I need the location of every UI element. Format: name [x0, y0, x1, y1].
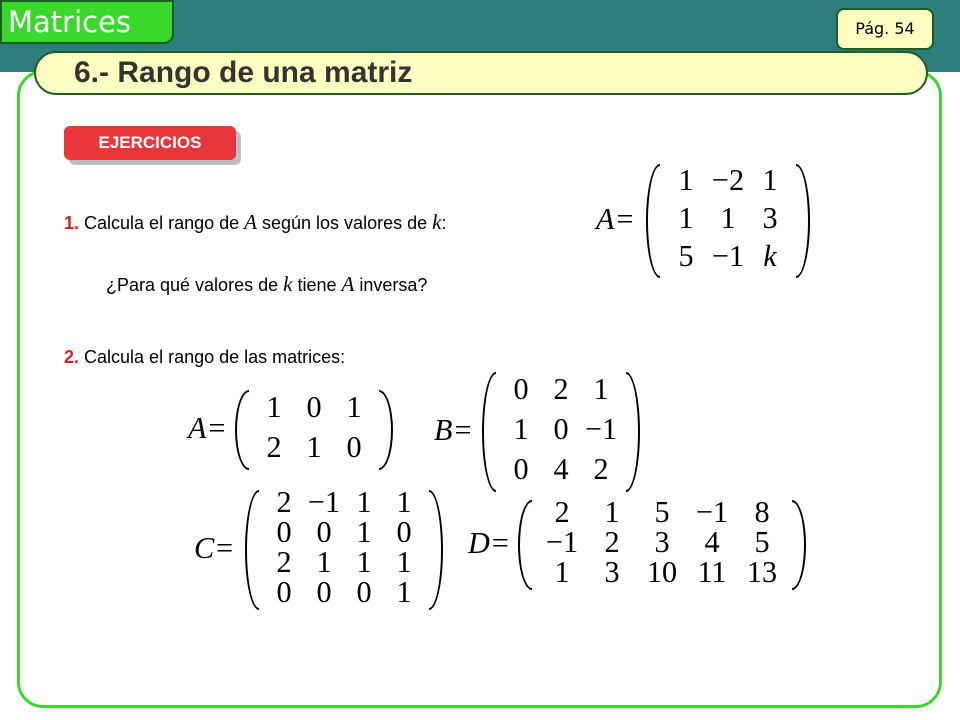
matrix-cell: 1	[266, 389, 282, 424]
matrix-cell: 2	[266, 429, 282, 464]
app-title: Matrices	[0, 0, 174, 44]
left-bracket	[646, 164, 660, 278]
matrix-cell: 1	[762, 162, 778, 197]
matrix-cell: 1	[604, 494, 620, 529]
matrix-cell: −1	[307, 484, 341, 519]
matrix-cell: 3	[604, 554, 620, 589]
matrix-cell: 1	[678, 200, 694, 235]
matrix-name: D=	[468, 526, 511, 560]
matrix-cell: k	[763, 238, 777, 273]
section-title: 6.- Rango de una matriz	[34, 51, 928, 95]
matrix-cell: 1	[396, 544, 412, 579]
matrix-cell: 2	[604, 524, 620, 559]
matrix-c	[194, 484, 443, 610]
left-bracket	[482, 372, 496, 492]
matrix-cell: 2	[276, 484, 292, 519]
exercise-1-var-a: A	[244, 210, 257, 234]
matrix-cell: 13	[746, 554, 778, 589]
matrix-cell: 0	[276, 514, 292, 549]
question-text-mid: tiene	[297, 275, 337, 295]
exercise-1-text-mid: según los valores de	[262, 213, 428, 233]
matrix-cell: 4	[553, 451, 569, 486]
exercise-1-statement	[64, 210, 446, 235]
left-bracket	[245, 490, 259, 610]
matrix-name: B=	[434, 413, 473, 447]
matrix-cell: 5	[754, 524, 770, 559]
matrix-cell: −1	[695, 494, 729, 529]
question-text-before: ¿Para qué valores de	[106, 275, 279, 295]
matrix-cell: 0	[306, 389, 322, 424]
exercise-1-colon: :	[441, 213, 447, 233]
matrix-cell: 0	[316, 514, 332, 549]
matrix-cell: 2	[554, 494, 570, 529]
matrix-cell: 1	[554, 554, 570, 589]
exercise-1-text-before: Calcula el rango de	[84, 213, 240, 233]
matrix-cell: −1	[711, 238, 745, 273]
matrix-cell: 5	[654, 494, 670, 529]
question-var-a: A	[341, 272, 355, 296]
question-var-k: k	[283, 272, 293, 296]
matrix-cell: 1	[346, 389, 362, 424]
matrix-cell: −1	[584, 411, 618, 446]
matrix-cell: 8	[754, 494, 770, 529]
right-bracket	[792, 500, 806, 590]
page-number-badge: Pág. 54	[836, 8, 934, 50]
exercise-2-statement	[64, 347, 345, 368]
matrix-cell: 1	[593, 371, 609, 406]
matrix-cell: 0	[513, 451, 529, 486]
matrix-cell: 0	[346, 429, 362, 464]
matrix-cell: 1	[356, 544, 372, 579]
right-bracket	[626, 372, 640, 492]
exercise-1-question	[106, 272, 427, 297]
right-bracket	[796, 164, 810, 278]
matrix-b	[434, 372, 640, 492]
matrix-cell: 1	[356, 514, 372, 549]
matrix-cell: 4	[704, 524, 720, 559]
left-bracket	[518, 500, 532, 590]
matrix-cell: −1	[545, 524, 579, 559]
right-bracket	[429, 490, 443, 610]
matrix-a-exercise-2	[188, 390, 393, 470]
matrix-cell: 5	[678, 238, 694, 273]
matrix-cell: 0	[553, 411, 569, 446]
matrix-a-exercise-1	[596, 164, 810, 278]
question-text-after: inversa?	[359, 275, 428, 295]
exercises-tag: EJERCICIOS	[64, 126, 236, 160]
matrix-d	[468, 494, 806, 590]
matrix-cell: 1	[316, 544, 332, 579]
exercise-1-number: 1.	[64, 213, 80, 233]
matrix-cell: 0	[276, 574, 292, 609]
matrix-cell: 1	[306, 429, 322, 464]
left-bracket	[235, 390, 249, 470]
matrix-cell: 11	[697, 554, 727, 589]
matrix-cell: 1	[396, 484, 412, 519]
matrix-cell: 1	[356, 484, 372, 519]
matrix-cell: −2	[711, 162, 745, 197]
matrix-cell: 3	[654, 524, 670, 559]
matrix-cell: 1	[678, 162, 694, 197]
matrix-name: A=	[596, 202, 635, 236]
matrix-cell: 0	[396, 514, 412, 549]
matrix-name: C=	[194, 531, 235, 565]
right-bracket	[379, 390, 393, 470]
matrix-cell: 1	[396, 574, 412, 609]
matrix-cell: 1	[720, 200, 736, 235]
matrix-cell: 1	[513, 411, 529, 446]
matrix-cell: 0	[356, 574, 372, 609]
matrix-name: A=	[188, 411, 227, 445]
matrix-cell: 0	[316, 574, 332, 609]
matrix-cell: 10	[646, 554, 678, 589]
matrix-cell: 2	[553, 371, 569, 406]
exercise-2-text: Calcula el rango de las matrices:	[84, 347, 346, 367]
matrix-cell: 2	[593, 451, 609, 486]
matrix-cell: 0	[513, 371, 529, 406]
exercise-2-number: 2.	[64, 347, 80, 367]
exercise-1-var-k: k	[432, 210, 442, 234]
matrix-cell: 2	[276, 544, 292, 579]
matrix-cell: 3	[762, 200, 778, 235]
